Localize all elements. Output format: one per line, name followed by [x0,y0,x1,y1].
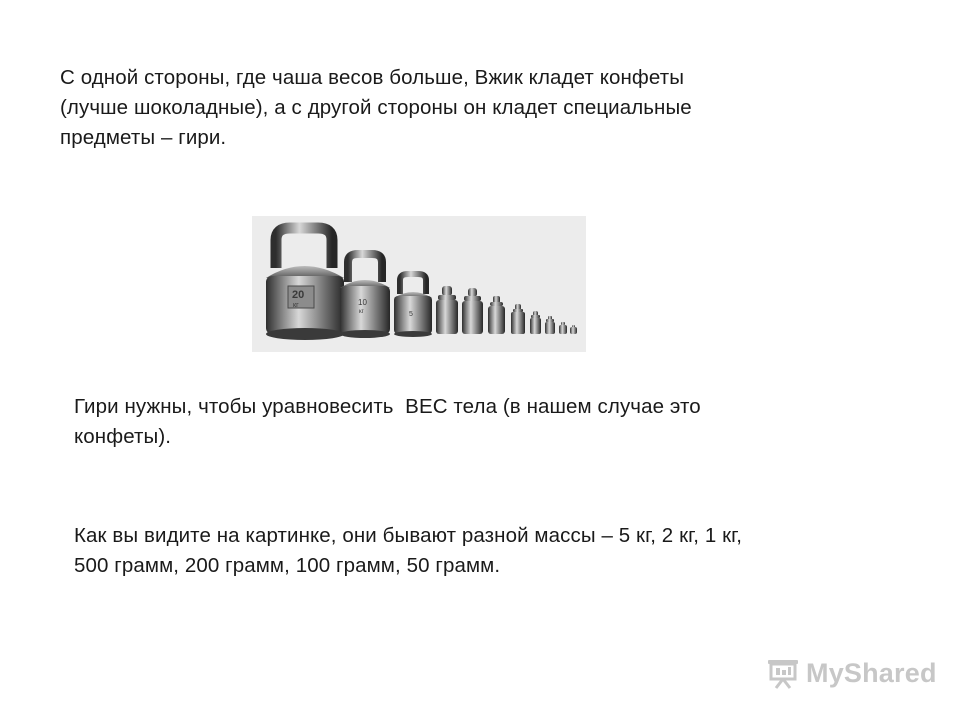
weights-image [252,216,586,352]
projector-screen-icon [766,657,800,689]
weight-10kg-mark: 10 [358,298,367,307]
intro-line-3: предметы – гири. [60,126,227,149]
purpose-line-1: Гири нужны, чтобы уравновесить ВЕС тела (в нашем случае это [74,395,701,418]
masses-line-1: Как вы видите на картинке, они бывают разной массы – 5 кг, 2 кг, 1 кг, [74,524,743,547]
masses-paragraph [74,521,904,581]
intro-paragraph [60,63,860,153]
intro-line-2: (лучше шоколадные), а с другой стороны он кладет специальные [60,96,692,119]
masses-line-2: 500 грамм, 200 грамм, 100 грамм, 50 грамм. [74,554,501,577]
weight-20kg-mark: 20 [292,289,305,301]
intro-line-1: С одной стороны, где чаша весов больше, Вжик кладет конфеты [60,66,685,89]
weights-illustration [252,216,586,352]
weight-10kg-unit: кг [359,309,364,315]
weight-5kg-mark: 5 [409,311,413,318]
watermark-text: MyShared [806,657,937,688]
purpose-paragraph [74,392,874,452]
weight-20kg-unit: кг [293,302,299,309]
purpose-line-2: конфеты). [74,425,172,448]
myshared-watermark [766,655,937,691]
